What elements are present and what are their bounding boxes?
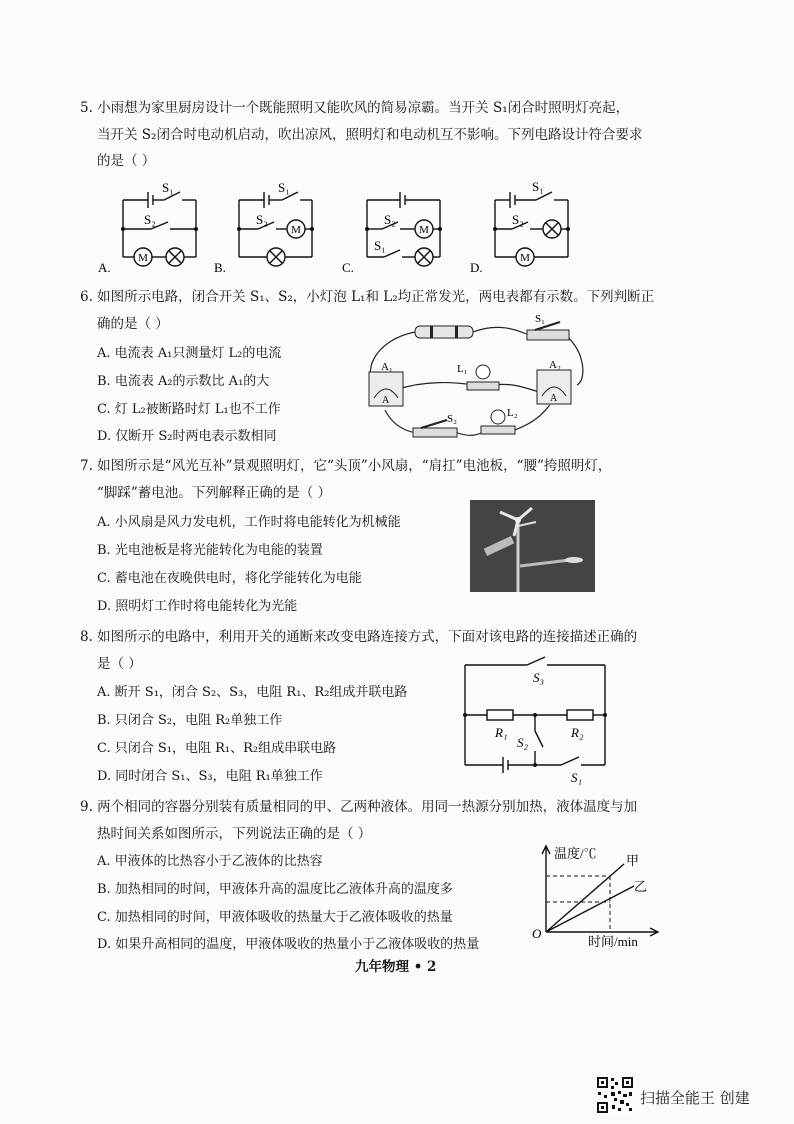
q5a-label: A. xyxy=(98,260,111,273)
q5d-label: D. xyxy=(470,260,483,273)
q5-line1: 5. 小雨想为家里厨房设计一个既能照明又能吹风的简易凉霸。当开关 S₁闭合时照明灯亮起， xyxy=(80,100,630,116)
q5b-label: B. xyxy=(214,260,226,273)
q5-circuit-b xyxy=(212,178,322,273)
q9-option-c: C. 加热相同的时间，甲液体吸收的热量大于乙液体吸收的热量 xyxy=(97,910,453,925)
q5b-s2: S₂ xyxy=(256,212,268,227)
q8-fig-s2: S₂ xyxy=(517,735,529,750)
q9-line1: 9. 两个相同的容器分别装有质量相同的甲、乙两种液体。用同一热源分别加热，液体温度与加 xyxy=(80,799,638,815)
q7-line1: 7. 如图所示是“风光互补”景观照明灯，它“头顶”小风扇，“肩扛”电池板，“腰”挎照明灯， xyxy=(80,458,612,474)
q5c-label: C. xyxy=(342,260,354,273)
q9-ylabel: 温度/℃ xyxy=(554,846,597,861)
q6-fig-s2: S₂ xyxy=(447,413,457,425)
q5-line2: 当开关 S₂闭合时电动机启动，吹出凉风，照明灯和电动机互不影响。下列电路设计符合要求 xyxy=(97,127,643,143)
q7-option-a: A. 小风扇是风力发电机，工作时将电能转化为机械能 xyxy=(97,515,401,530)
q6-fig-l2: L₂ xyxy=(507,407,518,419)
q5-circuit-d xyxy=(468,178,578,273)
q7-wind-solar-lamp-photo xyxy=(470,500,595,592)
q8-line2: 是（ ） xyxy=(97,656,142,672)
q5d-s2: S₂ xyxy=(512,212,524,227)
q5d-motor: M xyxy=(520,252,530,264)
q6-line2: 确的是（ ） xyxy=(97,316,169,332)
q8-fig-r1: R₁ xyxy=(495,725,508,740)
q6-option-d: D. 仅断开 S₂时两电表示数相同 xyxy=(97,429,277,444)
q6-option-a: A. 电流表 A₁只测量灯 L₂的电流 xyxy=(97,346,282,361)
q7-option-d: D. 照明灯工作时将电能转化为光能 xyxy=(97,599,298,614)
q8-option-a: A. 断开 S₁，闭合 S₂、S₃，电阻 R₁、R₂组成并联电路 xyxy=(97,685,408,700)
q8-option-b: B. 只闭合 S₂，电阻 R₂单独工作 xyxy=(97,713,283,728)
q8-circuit xyxy=(455,655,620,785)
q9-option-b: B. 加热相同的时间，甲液体升高的温度比乙液体升高的温度多 xyxy=(97,882,453,897)
scanner-watermark: 扫描全能王 创建 xyxy=(640,1089,750,1107)
q9-option-d: D. 如果升高相同的温度，甲液体吸收的热量小于乙液体吸收的热量 xyxy=(97,937,480,952)
q8-option-d: D. 同时闭合 S₁、S₃，电阻 R₁单独工作 xyxy=(97,769,323,784)
q6-line1: 6. 如图所示电路，闭合开关 S₁、S₂，小灯泡 L₁和 L₂均正常发光，两电表都有示数。下列判断正 xyxy=(80,289,655,305)
q6-fig-a2-face: A xyxy=(550,393,558,404)
q9-line2: 热时间关系如图所示，下列说法正确的是（ ） xyxy=(97,826,372,842)
q8-fig-s3: S₃ xyxy=(533,670,545,685)
q6-fig-a1: A₁ xyxy=(381,361,393,373)
q8-fig-r2: R₂ xyxy=(571,725,584,740)
q5c-s2: S₂ xyxy=(384,212,396,227)
q6-fig-s1: S₁ xyxy=(535,313,545,325)
q5b-motor: M xyxy=(291,224,301,236)
q6-physical-circuit xyxy=(355,310,595,450)
q5a-motor: M xyxy=(138,252,148,264)
q7-option-c: C. 蓄电池在夜晚供电时，将化学能转化为电能 xyxy=(97,571,362,586)
q5d-s1: S₁ xyxy=(532,179,544,194)
q6-option-c: C. 灯 L₂被断路时灯 L₁也不工作 xyxy=(97,402,281,417)
q6-option-b: B. 电流表 A₂的示数比 A₁的大 xyxy=(97,374,270,389)
q9-series-yi: 乙 xyxy=(634,879,648,894)
q5-line3: 的是（ ） xyxy=(97,153,156,169)
q8-line1: 8. 如图所示的电路中，利用开关的通断来改变电路连接方式，下面对该电路的连接描述正确的 xyxy=(80,629,638,645)
q6-fig-a2: A₂ xyxy=(549,359,561,371)
q5b-s1: S₁ xyxy=(278,180,290,195)
q9-xlabel: 时间/min xyxy=(588,934,638,949)
q9-temperature-time-graph xyxy=(530,840,680,950)
page-footer: 九年物理 • 2 xyxy=(355,959,437,975)
q5a-s1: S₁ xyxy=(162,180,174,195)
q5-circuit-c xyxy=(340,178,450,273)
q5c-s1: S₁ xyxy=(374,238,386,253)
q9-origin: O xyxy=(532,926,542,941)
q5a-s2: S₂ xyxy=(144,212,156,227)
q7-line2: “脚踩”蓄电池。下列解释正确的是（ ） xyxy=(97,485,332,501)
q5c-motor: M xyxy=(419,224,429,236)
q9-option-a: A. 甲液体的比热容小于乙液体的比热容 xyxy=(97,854,323,869)
q8-fig-s1: S₁ xyxy=(571,770,583,785)
q9-series-jia: 甲 xyxy=(626,853,640,868)
q5-circuit-a xyxy=(96,178,206,273)
q6-fig-l1: L₁ xyxy=(457,363,468,375)
q8-option-c: C. 只闭合 S₁，电阻 R₁、R₂组成串联电路 xyxy=(97,741,337,756)
q7-option-b: B. 光电池板是将光能转化为电能的装置 xyxy=(97,543,323,558)
qr-code-icon xyxy=(596,1076,634,1114)
q6-fig-a1-face: A xyxy=(382,395,390,406)
